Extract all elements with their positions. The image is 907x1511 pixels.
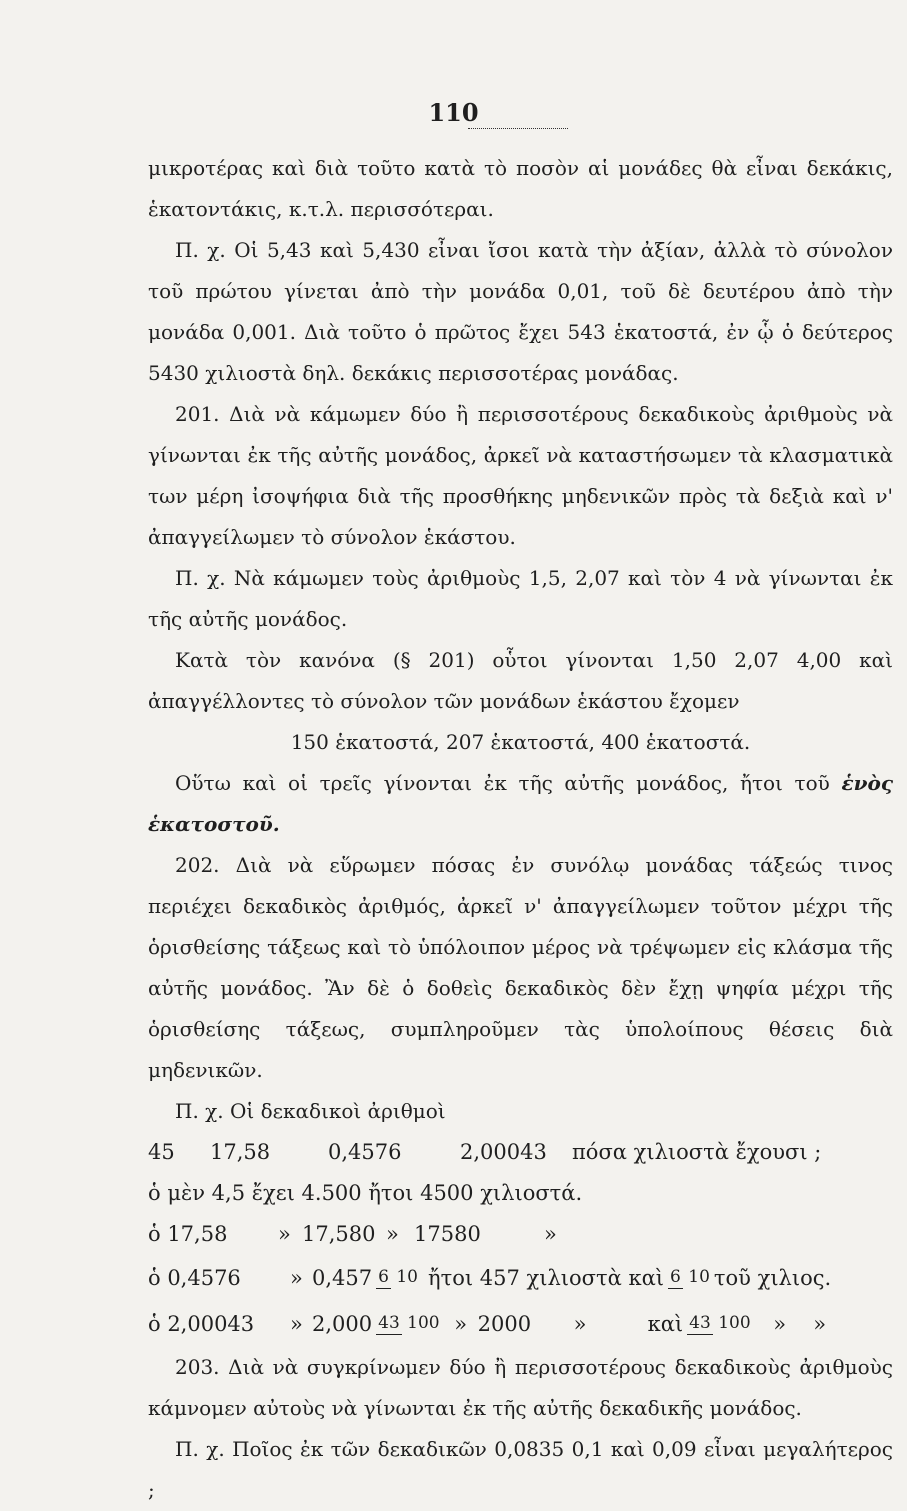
numerator: 6 (378, 1267, 389, 1287)
page-body (148, 148, 893, 1511)
row-value: 2000 (477, 1311, 532, 1336)
row-text: ὁ μὲν 4,5 ἔχει 4.500 ἤτοι 4500 χιλιοστά. (148, 1181, 583, 1205)
ditto-mark: » (278, 1222, 291, 1246)
number-item: 45 (148, 1140, 175, 1164)
example-row-1 (148, 1173, 893, 1214)
line-example-3-head: Π. χ. Οἱ δεκαδικοὶ ἀριθμοὶ (175, 1099, 446, 1123)
row-value: 17,580 (302, 1222, 376, 1246)
numerator: 43 (378, 1313, 400, 1333)
row-text: ἤτοι 457 χιλιοστὰ καὶ (428, 1265, 665, 1290)
page-number-rule (468, 128, 568, 129)
row-value: 17580 (414, 1222, 481, 1246)
same-unit-text: Οὕτω καὶ οἱ τρεῖς γίνονται ἐκ τῆς αὐτῆς μονάδος, ἤτοι τοῦ (175, 771, 830, 795)
ditto-mark: » (813, 1311, 827, 1336)
paragraph-example-4: Π. χ. Ποῖος ἐκ τῶν δεκαδικῶν 0,0835 0,1 καὶ 0,09 εἶναι μεγαλήτερος ; (148, 1437, 893, 1502)
fraction-six-tenths (376, 1267, 418, 1289)
paragraph-example-1: Π. χ. Οἱ 5,43 καὶ 5,430 εἶναι ἴσοι κατὰ τὴν ἀξίαν, ἀλλὰ τὸ σύνολον τοῦ πρώτου γίνεται ἀπὸ τὴν μονάδα 0,01, τοῦ δὲ δευτέρου ἀπὸ τὴν μονάδα 0,001. Διὰ τοῦτο ὁ πρῶτος ἔχει 543 ἑκατοστά, ἐν ᾧ ὁ δεύτερος 5430 χιλιοστὰ δηλ. δεκάκις περισσοτέρας μονάδας. (148, 238, 893, 385)
number-item: 17,58 (210, 1140, 271, 1164)
paragraph-intro: μικροτέρας καὶ διὰ τοῦτο κατὰ τὸ ποσὸν αἱ μονάδες θὰ εἶναι δεκάκις, ἑκατοντάκις, κ.τ.λ. περισσότεραι. (148, 156, 893, 221)
row-value: 2,000 (312, 1311, 373, 1336)
paragraph-202: 202. Διὰ νὰ εὕρωμεν πόσας ἐν συνόλῳ μονάδας τάξεώς τινος περιέχει δεκαδικὸς ἀριθμός, ἀρκεῖ ν' ἀπαγγείλωμεν τοῦτον μέχρι τῆς ὁρισθείσης τάξεως καὶ τὸ ὑπόλοιπον μέρος νὰ τρέψωμεν εἰς κλάσμα τῆς αὐτῆς μονάδος. Ἂν δὲ ὁ δοθεὶς δεκαδικὸς δὲν ἔχῃ ψηφία μέχρι τῆς ὁρισθείσης τάξεως, συμπληροῦμεν τὰς ὑπολοίπους θέσεις διὰ μηδενικῶν. (148, 853, 893, 1082)
row-text: τοῦ χιλιος. (713, 1265, 832, 1290)
paragraph-203: 203. Διὰ νὰ συγκρίνωμεν δύο ἢ περισσοτέρους δεκαδικοὺς ἀριθμοὺς κάμνομεν αὐτοὺς νὰ γίνωνται ἐκ τῆς αὐτῆς δεκαδικῆς μονάδος. (148, 1355, 893, 1420)
example-row-3 (148, 1255, 893, 1301)
row-label: ὁ 2,00043 (148, 1311, 255, 1336)
denominator: 10 (688, 1267, 710, 1287)
denominator: 100 (407, 1313, 440, 1333)
page-number: 110 (428, 98, 479, 127)
ditto-mark: » (454, 1311, 468, 1336)
example-row-2 (148, 1214, 893, 1255)
paragraph-example-2: Π. χ. Νὰ κάμωμεν τοὺς ἀριθμοὺς 1,5, 2,07 καὶ τὸν 4 νὰ γίνωνται ἐκ τῆς αὐτῆς μονάδος. (148, 566, 893, 631)
row-label: ὁ 17,58 (148, 1222, 228, 1246)
ditto-mark: » (290, 1265, 303, 1290)
example-row-4 (148, 1301, 893, 1347)
paragraph-201: 201. Διὰ νὰ κάμωμεν δύο ἢ περισσοτέρους δεκαδικοὺς ἀριθμοὺς νὰ γίνωνται ἐκ τῆς αὐτῆς μονάδος, ἀρκεῖ νὰ καταστήσωμεν τὰ κλασματικὰ των μέρη ἰσοψήφια διὰ τῆς προσθήκης μηδενικῶν πρὸς τὰ δεξιὰ καὶ ν' ἀπαγγείλωμεν τὸ σύνολον ἑκάστου. (148, 402, 893, 549)
numbers-row (148, 1132, 893, 1173)
fraction-43-hundredths (687, 1313, 751, 1335)
row-text: καὶ (647, 1311, 684, 1336)
ditto-mark: » (386, 1222, 399, 1246)
same-unit-emphasis: ἑνὸς ἑκατοστοῦ. (148, 771, 894, 836)
ditto-mark: » (773, 1311, 787, 1336)
paragraph-rule: Κατὰ τὸν κανόνα (§ 201) οὗτοι γίνονται 1,50 2,07 4,00 καὶ ἀπαγγέλλοντες τὸ σύνολον τῶν μονάδων ἑκάστου ἔχομεν (148, 648, 893, 713)
denominator: 10 (396, 1267, 418, 1287)
ditto-mark: » (573, 1311, 587, 1336)
number-item: 2,00043 (460, 1140, 547, 1164)
fraction-six-tenths (668, 1267, 710, 1289)
question-text: πόσα χιλιοστὰ ἔχουσι ; (572, 1140, 822, 1164)
row-label: ὁ 0,4576 (148, 1265, 241, 1290)
paragraph-same-unit (148, 763, 893, 845)
number-item: 0,4576 (328, 1140, 402, 1164)
numerator: 6 (670, 1267, 681, 1287)
denominator: 100 (718, 1313, 751, 1333)
ditto-mark: » (544, 1222, 557, 1246)
ditto-mark: » (290, 1311, 303, 1336)
line-hundredths: 150 ἑκατοστά, 207 ἑκατοστά, 400 ἑκατοστά. (290, 730, 751, 754)
row-value: 0,457 (312, 1265, 373, 1290)
numerator: 43 (689, 1313, 711, 1333)
fraction-43-hundredths (376, 1313, 440, 1335)
